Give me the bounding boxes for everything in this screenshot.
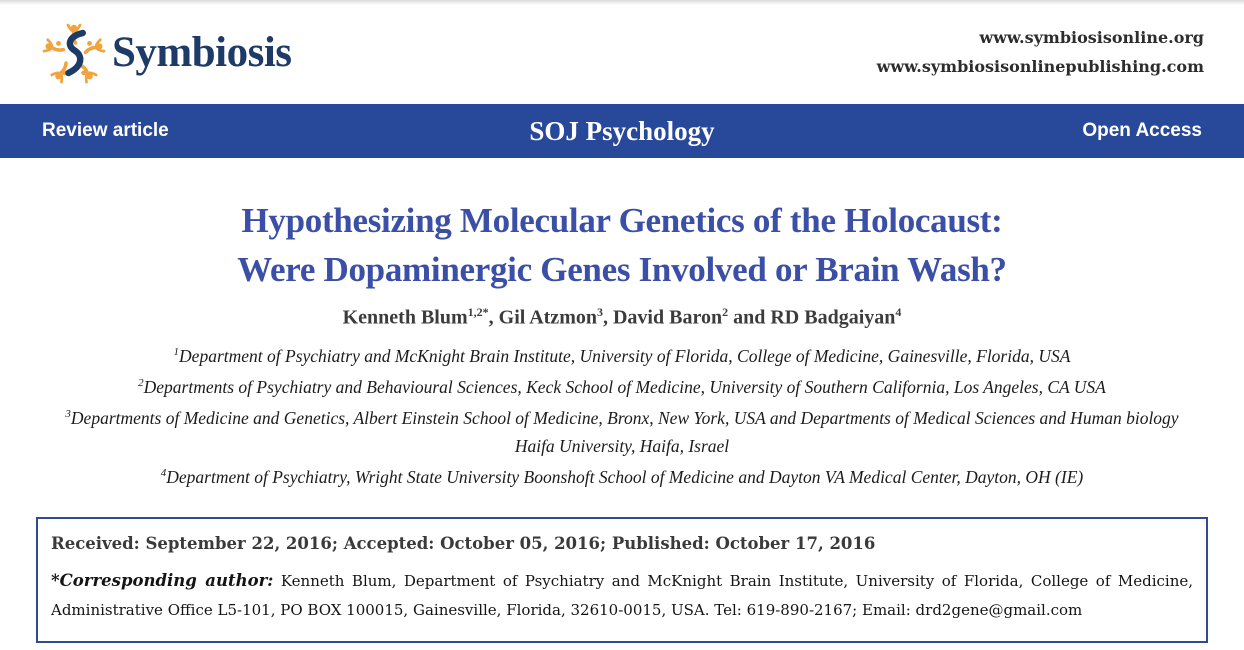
publisher-websites bbox=[877, 23, 1204, 81]
article-title bbox=[0, 196, 1244, 294]
journal-name: SOJ Psychology bbox=[529, 115, 715, 146]
article-title-line-2: Were Dopaminergic Genes Involved or Brain Wash? bbox=[237, 250, 1007, 289]
affiliation: $^4$Department of Psychiatry, Wright State University Boonshoft School of Medicine and Dayton VA Medical Center, Dayton, OH (IE) bbox=[160, 466, 1084, 487]
affiliation: $^2$Departments of Psychiatry and Behavioural Sciences, Keck School of Medicine, University of Southern California, Los Angeles, CA USA bbox=[138, 376, 1106, 397]
corresponding-author-text: Kenneth Blum, Department of Psychiatry and McKnight Brain Institute, University of Florida, College of Medicine, Administrative Office L5-101, PO BOX 100015, Gainesville, Florida, 32610-0015, USA. Tel: 619-890-2167; Email: bbox=[51, 572, 1194, 620]
author-line: Kenneth Blum$^{1,2*}$, Gil Atzmon$^3$, David Baron$^2$ and RD Badgaiyan$^4$ bbox=[342, 305, 902, 329]
symbiosis-logo bbox=[34, 10, 292, 94]
dates-line: Received: September 22, 2016; Accepted: October 05, 2016; Published: October 17, 2016 bbox=[51, 534, 876, 554]
top-shadow-divider bbox=[0, 0, 1244, 5]
symbiosis-people-sun-icon bbox=[34, 12, 114, 94]
logo-wordmark: Symbiosis bbox=[112, 28, 292, 76]
website-link-symbiosisonlinepublishing[interactable]: www.symbiosisonlinepublishing.com bbox=[876, 57, 1204, 76]
website-link-symbiosisonline[interactable]: www.symbiosisonline.org bbox=[979, 28, 1204, 47]
corresponding-author-paragraph bbox=[51, 566, 1193, 625]
article-title-line-1: Hypothesizing Molecular Genetics of the Holocaust: bbox=[241, 201, 1003, 240]
article-info-box bbox=[36, 517, 1208, 643]
journal-header bbox=[0, 0, 1244, 104]
affiliation-list bbox=[55, 339, 1190, 492]
journal-banner bbox=[0, 104, 1244, 158]
affiliation: $^3$Departments of Medicine and Genetics, Albert Einstein School of Medicine, Bronx, New York, USA and Departments of Medical Sciences and Human biology Haifa University, Haifa, Israel bbox=[65, 408, 1179, 456]
corresponding-email[interactable]: drd2gene@gmail.com bbox=[915, 601, 1083, 620]
article-type-label: Review article bbox=[42, 120, 169, 141]
affiliation: $^1$Department of Psychiatry and McKnight Brain Institute, University of Florida, College of Medicine, Gainesville, Florida, USA bbox=[173, 345, 1071, 366]
open-access-label: Open Access bbox=[1082, 120, 1202, 141]
corresponding-author-label: *Corresponding author: bbox=[51, 571, 274, 591]
